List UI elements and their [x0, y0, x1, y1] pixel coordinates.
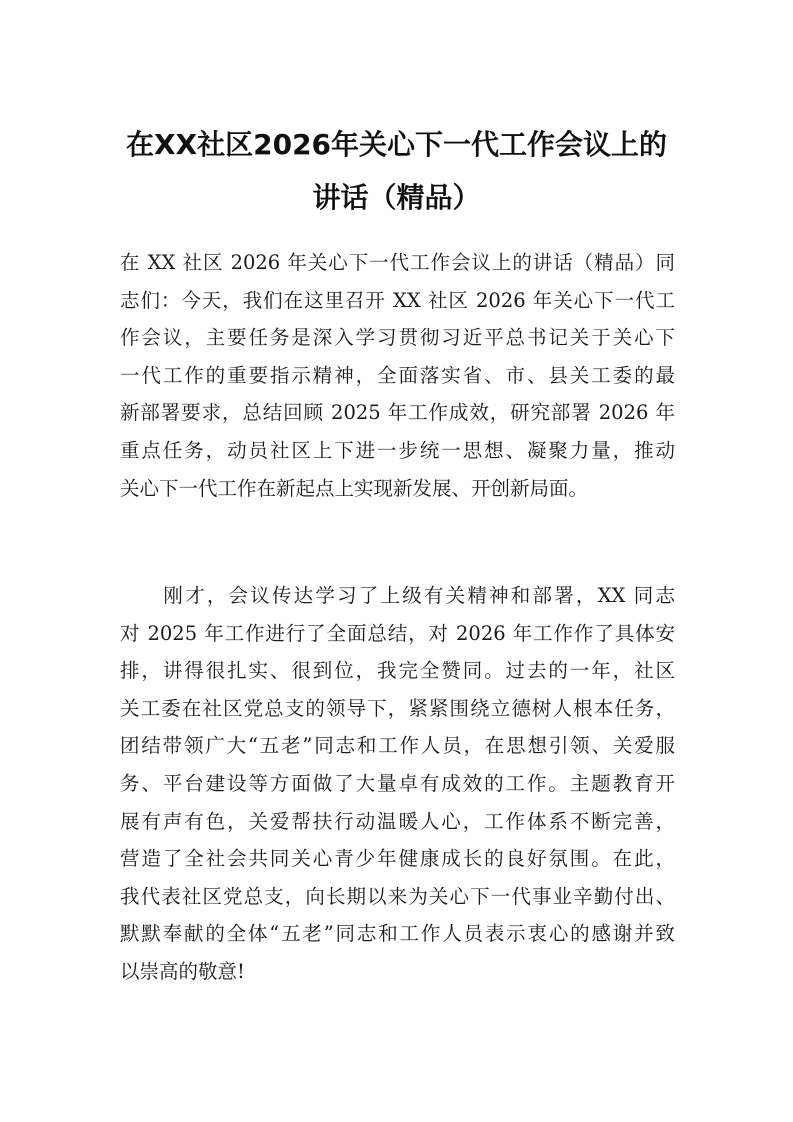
- paragraph-2-line-10: 默默奉献的全体“五老”同志和工作人员表示衷心的感谢并致: [120, 922, 675, 946]
- paragraph-1: [120, 244, 675, 507]
- title-line-1: 在XX社区2026年关心下一代工作会议上的: [125, 128, 668, 161]
- paragraph-2-line-9: 我代表社区党总支，向长期以来为关心下一代事业辛勤付出、: [120, 884, 675, 908]
- paragraph-1-line-2: 志们：今天，我们在这里召开 XX 社区 2026 年关心下一代工: [120, 288, 675, 312]
- paragraph-1-line-5: 新部署要求，总结回顾 2025 年工作成效，研究部署 2026 年: [120, 401, 675, 425]
- paragraph-2-line-8: 营造了全社会共同关心青少年健康成长的良好氛围。在此，: [120, 847, 675, 871]
- paragraph-1-line-4: 一代工作的重要指示精神，全面落实省、市、县关工委的最: [120, 363, 675, 387]
- paragraph-1-line-3: 作会议，主要任务是深入学习贯彻习近平总书记关于关心下: [120, 326, 675, 350]
- paragraph-2-line-4: 关工委在社区党总支的领导下，紧紧围绕立德树人根本任务，: [120, 696, 675, 720]
- paragraph-2-line-11: 以崇高的敬意!: [120, 959, 245, 983]
- paragraph-2-line-3: 排，讲得很扎实、很到位，我完全赞同。过去的一年，社区: [120, 659, 675, 683]
- paragraph-1-line-6: 重点任务，动员社区上下进一步统一思想、凝聚力量，推动: [120, 438, 675, 462]
- paragraph-2: [120, 577, 675, 991]
- paragraph-2-line-7: 展有声有色，关爱帮扶行动温暖人心，工作体系不断完善，: [120, 809, 675, 833]
- paragraph-2-line-1: 刚才，会议传达学习了上级有关精神和部署，XX 同志: [120, 584, 675, 607]
- document-title: [80, 118, 713, 224]
- paragraph-1-line-7: 关心下一代工作在新起点上实现新发展、开创新局面。: [120, 476, 589, 500]
- title-line-2: 讲话（精品）: [312, 181, 481, 214]
- paragraph-1-line-1: 在 XX 社区 2026 年关心下一代工作会议上的讲话（精品）同: [120, 251, 675, 274]
- paragraph-2-line-5: 团结带领广大“五老”同志和工作人员，在思想引领、关爱服: [120, 734, 675, 758]
- paragraph-2-line-2: 对 2025 年工作进行了全面总结，对 2026 年工作作了具体安: [120, 621, 675, 645]
- paragraph-2-line-6: 务、平台建设等方面做了大量卓有成效的工作。主题教育开: [120, 771, 675, 795]
